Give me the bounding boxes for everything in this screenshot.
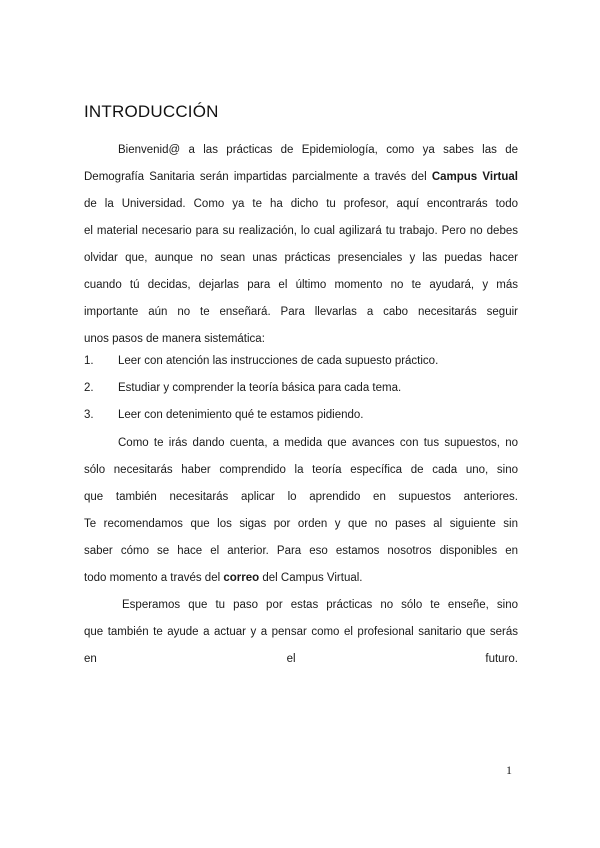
paragraph-line: que también te ayude a actuar y a pensar como el profesional sanitario que serás [84,626,518,638]
paragraph-line: sólo necesitarás haber comprendido la teoría específica de cada uno, sino [84,464,518,476]
page-title: INTRODUCCIÓN [84,102,219,121]
list-text: Leer con detenimiento qué te estamos pidiendo. [118,409,364,421]
paragraph-text: del Campus Virtual. [259,572,363,584]
list-text: Leer con atención las instrucciones de cada supuesto práctico. [118,355,439,367]
list-item [84,348,518,375]
paragraph-line: que también necesitarás aplicar lo aprendido en supuestos anteriores. [84,491,518,503]
list-item [84,375,518,402]
intro-paragraph [84,137,518,353]
list-number: 3. [84,409,94,421]
paragraph-line: Te recomendamos que los sigas por orden y que no pases al siguiente sin [84,518,518,530]
paragraph-line: saber cómo se hace el anterior. Para eso estamos nosotros disponibles en [84,545,518,557]
paragraph-line: olvidar que, aunque no sean unas prácticas presenciales y las puedas hacer [84,252,518,264]
paragraph-line: el material necesario para su realización, lo cual agilizará tu trabajo. Pero no debes [84,225,518,237]
paragraph-line: unos pasos de manera sistemática: [84,333,265,345]
paragraph-line: Bienvenid@ a las prácticas de Epidemiología, como ya sabes las de [118,144,518,156]
campus-virtual-bold: Campus Virtual [431,171,518,183]
list-number: 2. [84,382,94,394]
paragraph-line: importante aún no te enseñará. Para llevarlas a cabo necesitarás seguir [84,306,518,318]
list-text: Estudiar y comprender la teoría básica para cada tema. [118,382,402,394]
paragraph-word: futuro. [485,653,518,665]
paragraph-line: Como te irás dando cuenta, a medida que avances con tus supuestos, no [118,437,518,449]
paragraph-word: en [84,653,97,665]
paragraph-line [84,646,518,673]
paragraph-word: el [286,653,296,665]
second-paragraph [84,430,518,592]
paragraph-text: todo momento a través del [84,572,224,584]
correo-bold: correo [223,572,260,584]
steps-list [84,348,518,429]
paragraph-text: Demografía Sanitaria serán impartidas parcialmente a través del [84,171,432,183]
paragraph-line [84,565,518,592]
page-number: 1 [506,763,512,777]
paragraph-line [84,164,518,191]
closing-paragraph [84,592,518,673]
paragraph-line: de la Universidad. Como ya te ha dicho tu profesor, aquí encontrarás todo [84,198,518,210]
list-item [84,402,518,429]
paragraph-line: cuando tú decidas, dejarlas para el último momento no te ayudará, y más [84,279,518,291]
paragraph-line: Esperamos que tu paso por estas prácticas no sólo te enseñe, sino [122,599,518,611]
list-number: 1. [84,355,94,367]
